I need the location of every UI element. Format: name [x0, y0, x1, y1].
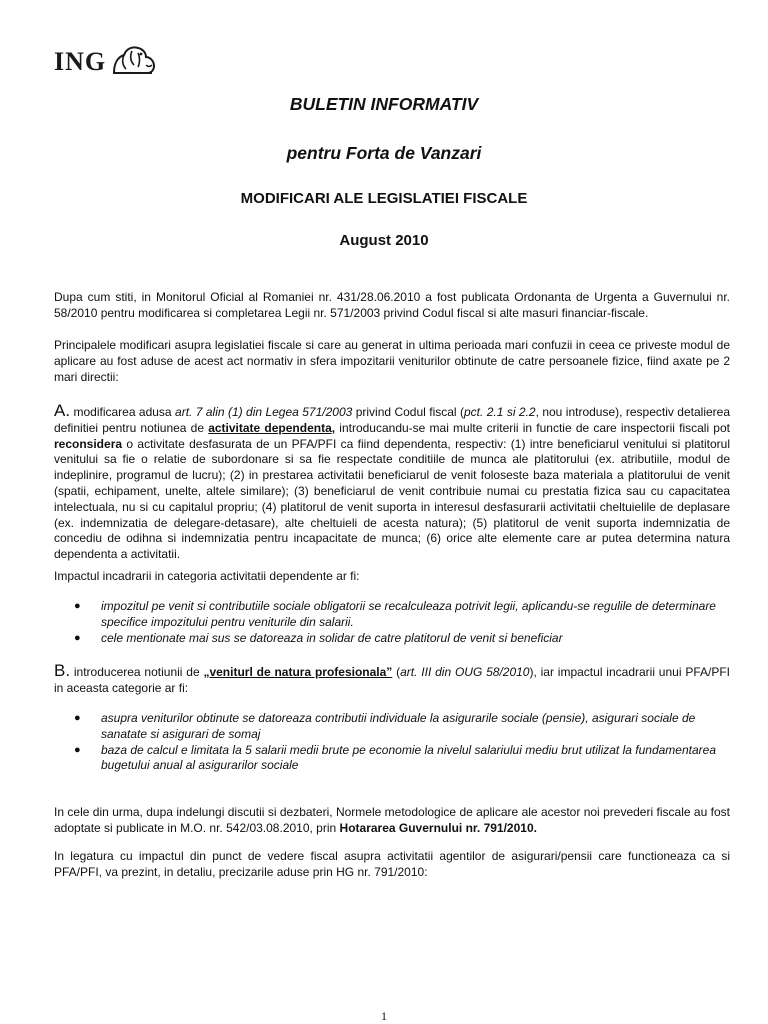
venituri-profesionale-term: „veniturl de natura profesionala”	[203, 665, 393, 679]
list-item: ● asupra veniturilor obtinute se datoreaza contributii individuale la asigurarile sociale (pensie), asigurari sociale de sanatate si asigurari de somaj	[74, 711, 696, 741]
section-a-paragraph: A. modificarea adusa art. 7 alin (1) din Legea 571/2003 privind Codul fiscal (pct. 2.1 si 2.2, nou introduse), respectiv detalierea definitiei pentru notiunea de activitate dependenta, introducandu-se mai multe criterii in functie de care inspectorii fiscali pot reconsidera o activitate desfasurata de un PFA/PFI ca fiind dependenta, respectiv: (1) intre beneficiarul venitului si platitorul venitului sa fie o relatie de subordonare si sa fie respectate conditiile de munca ale platitorului (ex. atributiile, modul de indeplinire, programul de lucru); (2) in prestarea activitatii beneficiarul de venit foloseste baza materiala a platitorului de venit (spatii, echipament, unelte, altele similare); (3) beneficiarul de venit contribuie numai cu prestatia fizica sau cu capacitatea intelectuala, nu si cu capitalul propriu; (4) platitorul de venit suporta in interesul desfasurarii activitatii cheltuielile de deplasare (ex. indemnizatia de delegare-detasare), alte cheltuieli de acesta natura); (5) platitorul de venit suporta indemnizatia de concediu de odihna si indemnizatia pentru incapacitate de munca; (6) orice alte elemente care ar putea determina natura dependenta a activitatii.	[54, 401, 731, 562]
impact-b-list	[54, 711, 730, 774]
bullet-icon: ●	[74, 600, 81, 612]
activitate-dependenta-term: activitate dependenta,	[208, 420, 336, 435]
list-item: ● impozitul pe venit si contributiile sociale obligatorii se recalculeaza potrivit legii, aplicandu-se regulile de determinare specifice impozitului pentru veniturile din salarii.	[74, 599, 716, 629]
bulletin-title: BULETIN INFORMATIV	[289, 94, 479, 114]
section-heading: MODIFICARI ALE LEGISLATIEI FISCALE	[240, 190, 528, 207]
lion-icon	[110, 43, 158, 82]
list-item: ● baza de calcul e limitata la 5 salarii medii brute pe economie la nivelul salariului mediu brut utilizat la fundamentarea bugetului anual al asigurarilor sociale	[74, 742, 716, 773]
impact-a-intro: Impactul incadrarii in categoria activitatii dependente ar fi:	[54, 569, 360, 583]
section-a-letter: A.	[54, 401, 71, 420]
closing-paragraph-1: In cele din urma, dupa indelungi discutii si dezbateri, Normele metodologice de aplicare ale acestor noi prevederi fiscale au fost adoptate si publicate in M.O. nr. 542/03.08.2010, prin Hotararea Guvernului nr. 791/2010.	[54, 805, 730, 835]
bullet-icon: ●	[74, 712, 81, 724]
date-heading: August 2010	[339, 232, 429, 249]
closing-paragraph-2: In legatura cu impactul din punct de vedere fiscal asupra activitatii agentilor de asigurari/pensii care functioneaza ca si PFA/PFI, va prezint, in detaliu, precizarile aduse prin HG nr. 791/2010:	[54, 849, 730, 879]
reconsidera-term: reconsidera	[54, 436, 123, 451]
intro-paragraph-2: Principalele modificari asupra legislatiei fiscale si care au generat in ultima perioada mari confuzii in ceea ce priveste modul de aplicare au fost aduse de acest act normativ in sfera impozitarii veniturilor obtinute de catre persoanele fizice, fiind axate pe 2 mari directii:	[54, 338, 730, 384]
ing-logo	[54, 44, 158, 80]
impact-a-list	[54, 599, 730, 646]
logo-text: ING	[54, 47, 107, 76]
section-b-letter: B.	[54, 661, 71, 680]
page-number: 1	[381, 1009, 387, 1023]
bulletin-subtitle: pentru Forta de Vanzari	[286, 143, 482, 163]
hg-reference: Hotararea Guvernului nr. 791/2010.	[339, 820, 537, 835]
intro-paragraph-1: Dupa cum stiti, in Monitorul Oficial al Romaniei nr. 431/28.06.2010 a fost publicata Ordonanta de Urgenta a Guvernului nr. 58/2010 pentru modificarea si completarea Legii nr. 571/2003 privind Codul fiscal si alte masuri financiar-fiscale.	[54, 290, 730, 320]
bullet-icon: ●	[74, 743, 81, 756]
section-b-paragraph: B. introducerea notiunii de „veniturl de natura profesionala” (art. III din OUG 58/2010), iar impactul incadrarii unui PFA/PFI in aceasta categorie ar fi:	[54, 661, 730, 695]
bullet-icon: ●	[74, 631, 81, 644]
list-item: ● cele mentionate mai sus se datoreaza in solidar de catre platitorul de venit si beneficiar	[74, 630, 563, 645]
